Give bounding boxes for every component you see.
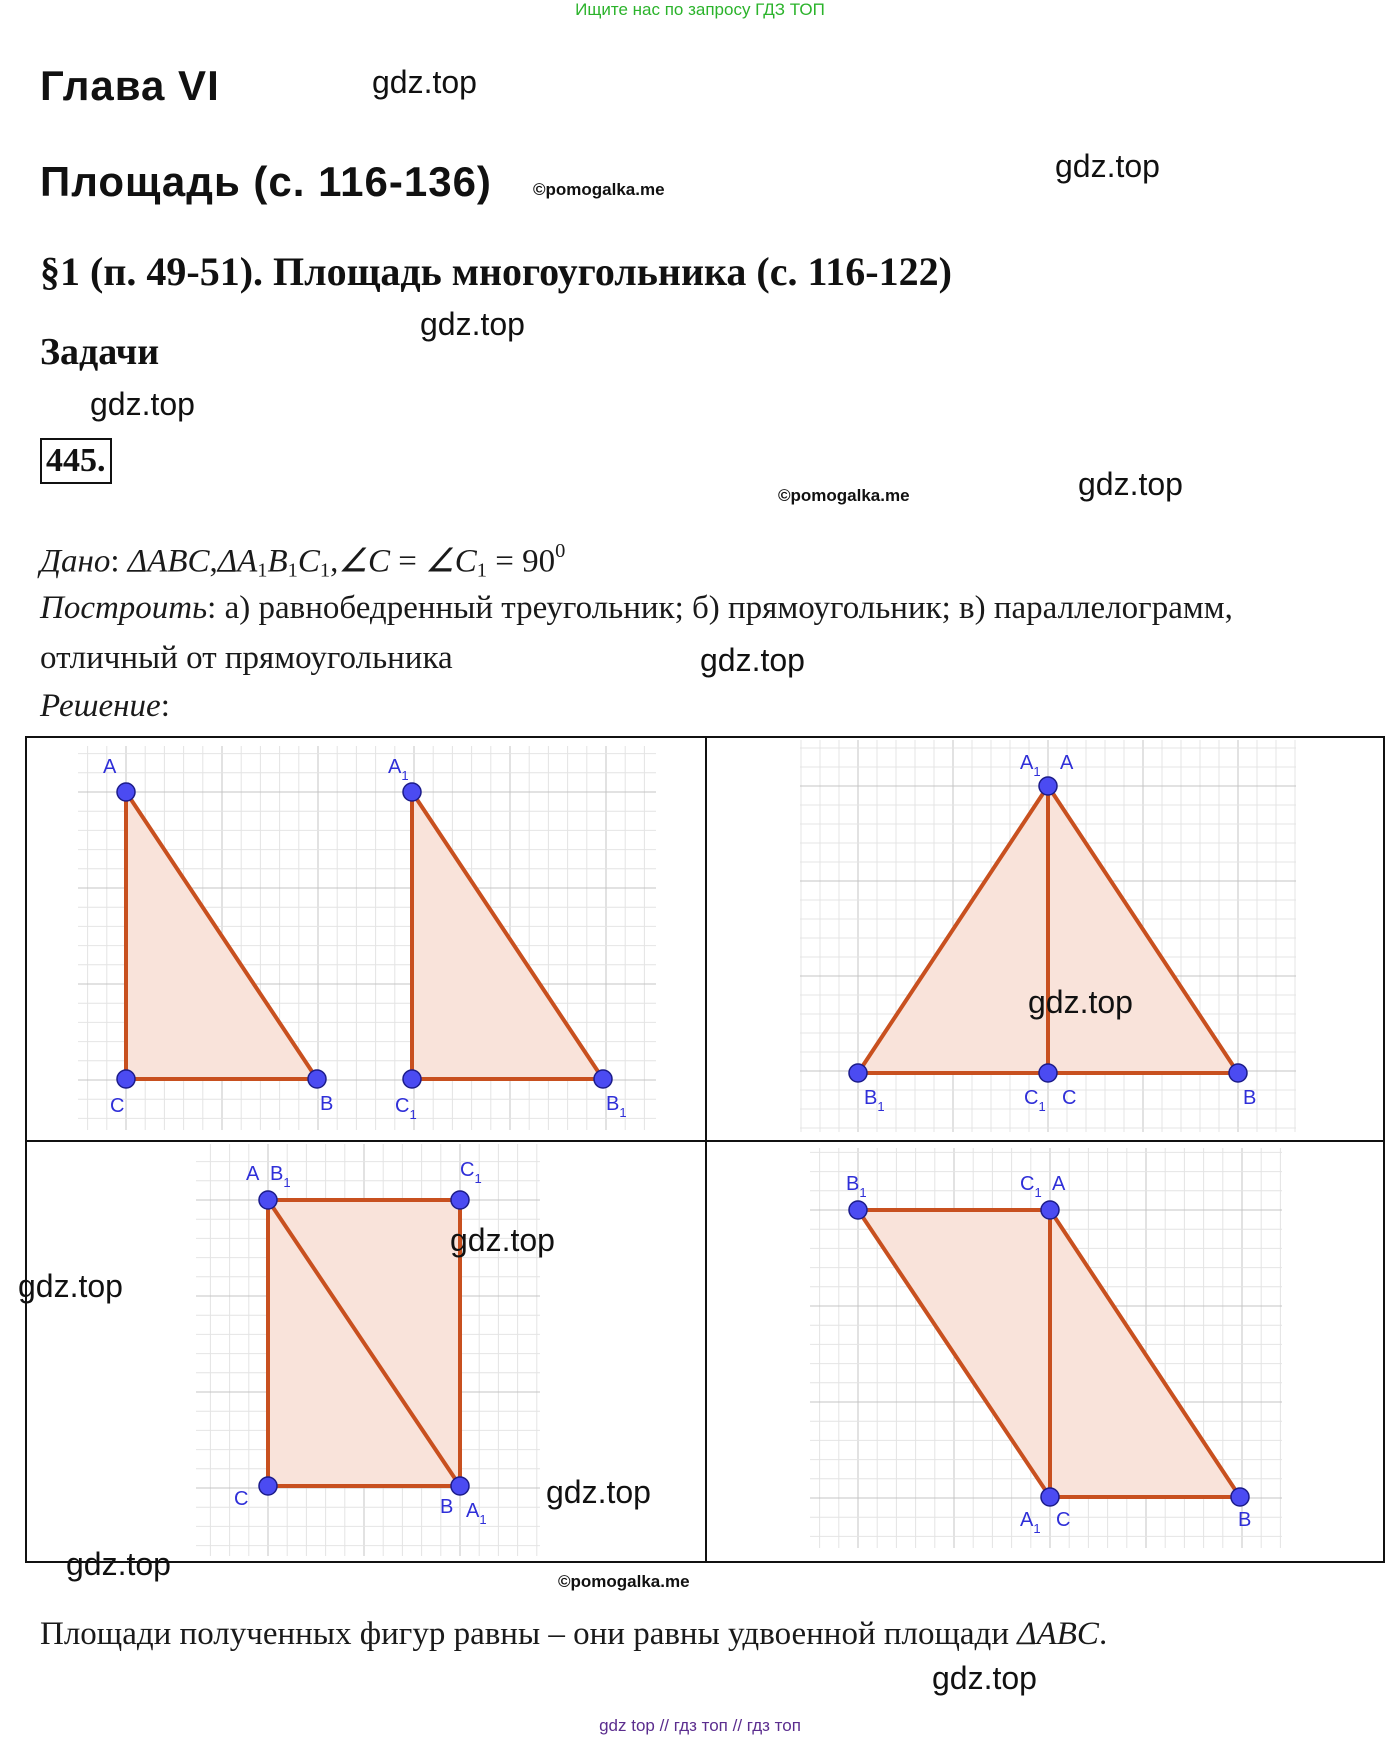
point-b1: [849, 1064, 867, 1082]
given-sub: 1: [287, 559, 298, 582]
conclusion-text: Площади полученных фигур равны – они равны удвоенной площади: [40, 1616, 1018, 1652]
watermark: gdz.top: [1055, 148, 1160, 184]
label-b1: $B_1$: [606, 1093, 627, 1120]
label-a: A: [246, 1163, 260, 1185]
point-c1: [403, 1070, 421, 1088]
watermark: gdz.top: [372, 64, 477, 100]
conclusion-line: [40, 1616, 1107, 1653]
point-a1: [403, 783, 421, 801]
given-sub: 1: [476, 559, 487, 582]
label-c1: $C_1$: [1020, 1173, 1042, 1200]
point-b1: [594, 1070, 612, 1088]
point-a-a1: [1039, 777, 1057, 795]
label-c: C: [234, 1488, 249, 1510]
point-c-c1: [1039, 1064, 1057, 1082]
construct-text: : а) равнобедренный треугольник; б) прямоугольник; в) параллелограмм,: [207, 590, 1233, 626]
point-b1: [849, 1201, 867, 1219]
point-c1: [451, 1191, 469, 1209]
given-angle-c: ∠C: [338, 543, 390, 580]
label-b: B: [1243, 1087, 1257, 1109]
triangle-a1b1c1: [412, 792, 603, 1079]
given-label: Дано: [40, 543, 111, 580]
given-eq: =: [486, 543, 523, 580]
point-a1-c: [1041, 1488, 1059, 1506]
given-sub: 1: [319, 559, 331, 582]
paragraph-heading: §1 (п. 49-51). Площадь многоугольника (с. 116-122): [40, 249, 952, 294]
label-b: B: [1238, 1509, 1252, 1531]
problem-number: 445.: [40, 438, 112, 484]
watermark: gdz.top: [932, 1660, 1037, 1696]
given-angle-c1: ∠C: [425, 543, 477, 580]
label-c: C: [110, 1095, 125, 1117]
label-a: A: [1060, 752, 1074, 774]
label-b1: $B_1$: [846, 1173, 867, 1200]
conclusion-end: .: [1098, 1616, 1108, 1652]
watermark: gdz.top: [420, 306, 525, 342]
footer-links[interactable]: gdz top // гдз топ // гдз топ: [599, 1716, 801, 1735]
watermark: gdz.top: [18, 1268, 123, 1304]
point-c: [117, 1070, 135, 1088]
watermark: gdz.top: [546, 1474, 651, 1510]
copyright-mark: ©pomogalka.me: [533, 180, 665, 199]
given-triangle2: ΔA: [217, 543, 258, 580]
subsection-heading: Задачи: [40, 331, 160, 373]
label-c: C: [1062, 1087, 1077, 1109]
given-degree: 0: [555, 540, 566, 562]
point-c1-a: [1041, 1201, 1059, 1219]
point-b: [1231, 1488, 1249, 1506]
label-c1: $C_1$: [395, 1095, 417, 1122]
watermark: gdz.top: [700, 642, 805, 678]
given-c: C: [297, 543, 320, 580]
label-c1: $C_1$: [1024, 1087, 1046, 1114]
given-comma: ,: [209, 543, 218, 580]
label-a: A: [1052, 1173, 1066, 1195]
watermark: gdz.top: [1078, 466, 1183, 502]
construct-line2: отличный от прямоугольника: [40, 640, 453, 676]
search-banner[interactable]: Ищите нас по запросу ГДЗ ТОП: [575, 0, 825, 19]
label-a1: $A_1$: [388, 756, 409, 783]
construct-label: Построить: [40, 590, 208, 626]
watermark: gdz.top: [90, 386, 195, 422]
label-a1: $A_1$: [466, 1500, 487, 1527]
solution-colon: :: [160, 688, 170, 724]
label-a: A: [103, 756, 117, 778]
conclusion-math: ΔABC: [1017, 1616, 1099, 1652]
label-c1: $C_1$: [460, 1159, 482, 1186]
given-b: B: [267, 543, 288, 580]
given-eq: =: [389, 543, 426, 580]
point-c: [259, 1477, 277, 1495]
given-value: 90: [522, 543, 556, 580]
given-triangle1: ΔABC: [127, 543, 210, 580]
point-a: [117, 783, 135, 801]
label-b: B: [320, 1093, 334, 1115]
solution-label: Решение: [40, 688, 161, 724]
section-heading: Площадь (с. 116-136): [40, 158, 492, 205]
watermark: gdz.top: [66, 1546, 171, 1582]
chapter-heading: Глава VI: [40, 62, 220, 109]
copyright-mark: ©pomogalka.me: [558, 1572, 690, 1591]
label-a1: $A_1$: [1020, 752, 1041, 779]
given-sep: :: [110, 543, 128, 580]
watermark: gdz.top: [450, 1222, 555, 1258]
label-a1: $A_1$: [1020, 1509, 1041, 1536]
label-b1: $B_1$: [270, 1163, 291, 1190]
point-a-b1: [259, 1191, 277, 1209]
point-b: [308, 1070, 326, 1088]
given-comma: ,: [330, 543, 339, 580]
copyright-mark: ©pomogalka.me: [778, 486, 910, 505]
point-b: [1229, 1064, 1247, 1082]
label-b1: $B_1$: [864, 1087, 885, 1114]
point-b-a1: [451, 1477, 469, 1495]
label-c: C: [1056, 1509, 1071, 1531]
watermark: gdz.top: [1028, 984, 1133, 1020]
label-b: B: [440, 1496, 454, 1518]
given-sub: 1: [257, 559, 268, 582]
